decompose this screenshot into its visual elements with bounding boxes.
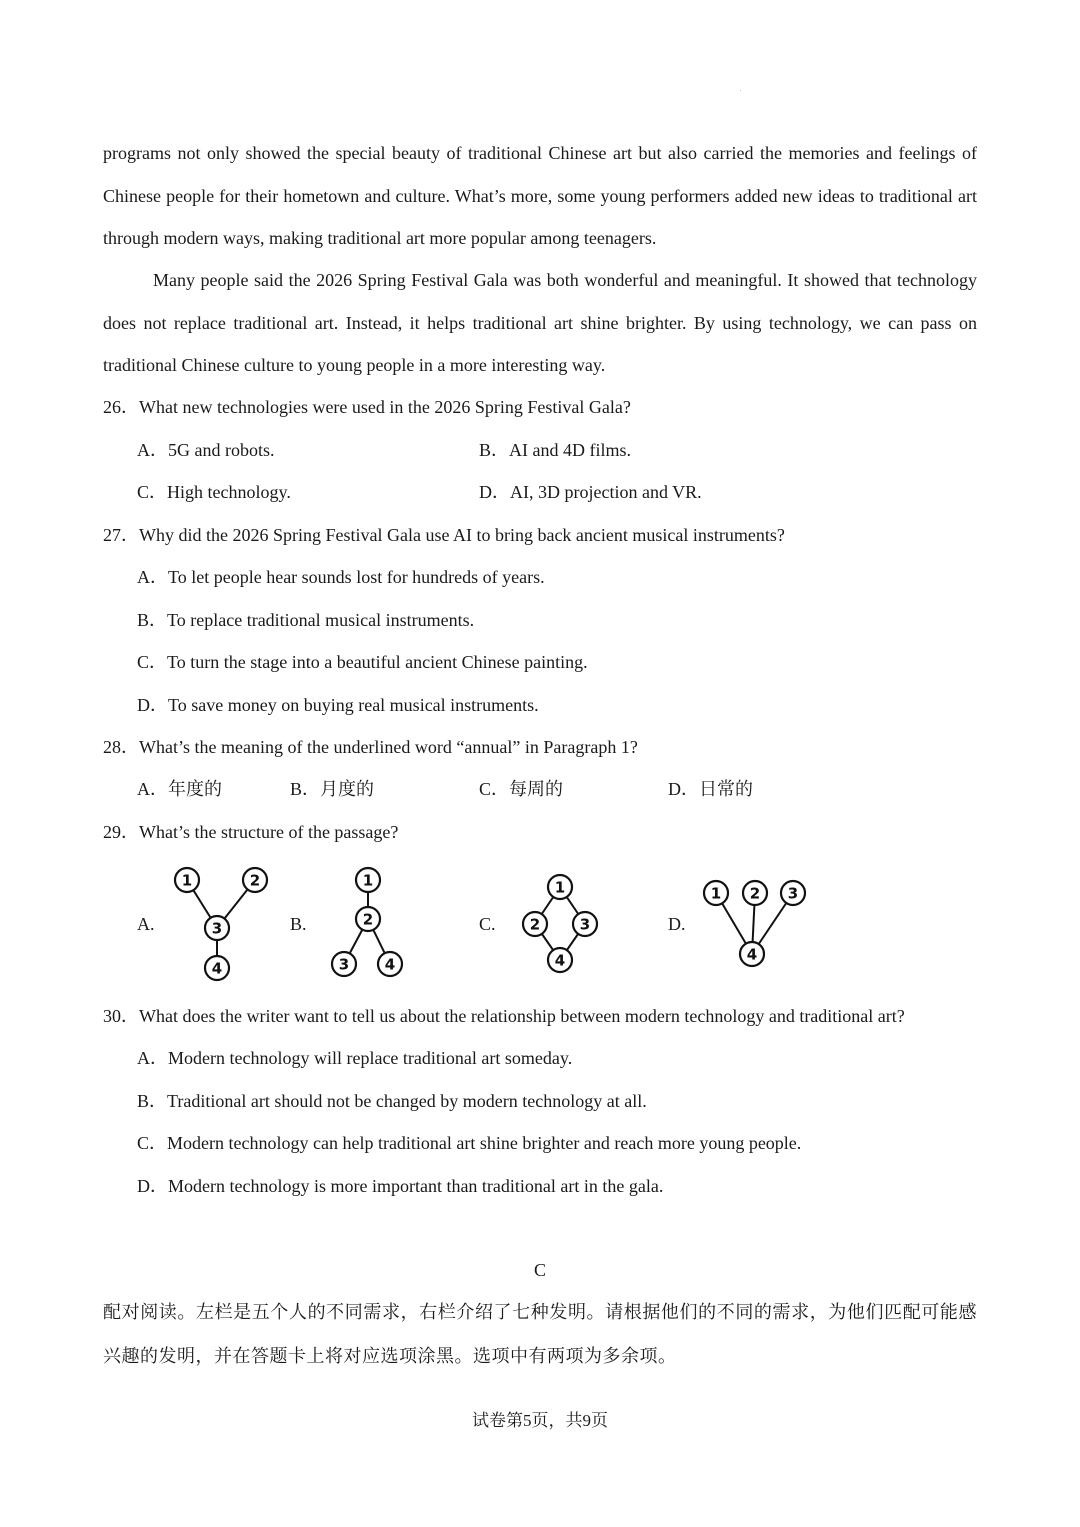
- node-label: 4: [746, 945, 758, 964]
- node-circle: [205, 916, 229, 940]
- q28-option-b[interactable]: B．月度的: [290, 779, 375, 799]
- node-circle: [740, 942, 764, 966]
- node-circle: [548, 948, 572, 972]
- q30-option-b[interactable]: B．Traditional art should not be changed by modern technology at all.: [137, 1091, 647, 1111]
- node-label: 2: [249, 871, 261, 890]
- node-label: 4: [211, 959, 223, 978]
- node-label: 1: [710, 884, 722, 903]
- node-circle: [704, 881, 728, 905]
- q28-option-d[interactable]: D．日常的: [668, 779, 753, 799]
- node-circle: [378, 952, 402, 976]
- node-circle: [243, 868, 267, 892]
- question-27-stem: 27．Why did the 2026 Spring Festival Gala use AI to bring back ancient musical instruments?: [103, 525, 785, 545]
- node-label: 2: [749, 884, 761, 903]
- q27-option-c[interactable]: C．To turn the stage into a beautiful ancient Chinese painting.: [137, 652, 588, 672]
- section-c-instructions: 配对阅读。左栏是五个人的不同需求，右栏介绍了七种发明。请根据他们的不同的需求，为他们匹配可能感兴趣的发明，并在答题卡上将对应选项涂黑。选项中有两项为多余项。: [103, 1302, 977, 1366]
- question-26-stem: 26．What new technologies were used in the 2026 Spring Festival Gala?: [103, 397, 631, 417]
- section-c-heading: C: [533, 1260, 546, 1280]
- node-label: 1: [181, 871, 193, 890]
- q30-option-c[interactable]: C．Modern technology can help traditional art shine brighter and reach more young people.: [137, 1133, 802, 1153]
- node-label: 3: [211, 919, 223, 938]
- node-circle: [781, 881, 805, 905]
- q29-option-c[interactable]: C.: [479, 914, 496, 934]
- node-circle: [523, 912, 547, 936]
- node-circle: [573, 912, 597, 936]
- q27-option-d[interactable]: D．To save money on buying real musical instruments.: [137, 695, 539, 715]
- q27-option-b[interactable]: B．To replace traditional musical instruments.: [137, 610, 475, 630]
- node-label: 1: [362, 871, 374, 890]
- node-label: 4: [384, 955, 396, 974]
- node-label: 3: [338, 955, 350, 974]
- question-29-stem: 29．What’s the structure of the passage?: [103, 822, 399, 842]
- node-circle: [356, 907, 380, 931]
- q30-option-a[interactable]: A．Modern technology will replace traditional art someday.: [137, 1048, 573, 1068]
- page-footer: 试卷第5页，共9页: [472, 1411, 608, 1430]
- node-circle: [356, 868, 380, 892]
- structure-diagram-b: [320, 862, 420, 987]
- node-circle: [175, 868, 199, 892]
- q27-option-a[interactable]: A．To let people hear sounds lost for hundreds of years.: [137, 567, 545, 587]
- node-label: 1: [554, 878, 566, 897]
- node-circle: [743, 881, 767, 905]
- q26-option-d[interactable]: D．AI, 3D projection and VR.: [479, 482, 702, 502]
- q26-option-a[interactable]: A．5G and robots.: [137, 440, 275, 460]
- question-30-stem: 30．What does the writer want to tell us about the relationship between modern technology and traditional art?: [103, 1006, 905, 1026]
- q26-option-c[interactable]: C．High technology.: [137, 482, 291, 502]
- node-label: 2: [529, 915, 541, 934]
- q29-option-d[interactable]: D.: [668, 914, 686, 934]
- node-label: 2: [362, 910, 374, 929]
- q29-option-b[interactable]: B.: [290, 914, 307, 934]
- node-label: 4: [554, 951, 566, 970]
- node-circle: [548, 875, 572, 899]
- node-circle: [205, 956, 229, 980]
- node-label: 3: [787, 884, 799, 903]
- q26-option-b[interactable]: B．AI and 4D films.: [479, 440, 631, 460]
- q28-option-c[interactable]: C．每周的: [479, 779, 564, 799]
- structure-diagram-a: [165, 862, 275, 987]
- question-28-stem: 28．What’s the meaning of the underlined word “annual” in Paragraph 1?: [103, 737, 638, 757]
- structure-diagram-d: [700, 875, 815, 970]
- q28-option-a[interactable]: A．年度的: [137, 779, 222, 799]
- passage-last-paragraph: Many people said the 2026 Spring Festival Gala was both wonderful and meaningful. It showed that technology does not replace traditional art. Instead, it helps traditional art shine brighter. By using technology, we can pass on traditional Chinese culture to young people in a more interesting way.: [103, 270, 977, 375]
- structure-diagram-c: [515, 866, 610, 981]
- q30-option-d[interactable]: D．Modern technology is more important than traditional art in the gala.: [137, 1176, 664, 1196]
- node-circle: [332, 952, 356, 976]
- scan-speck: [740, 90, 741, 91]
- passage-paragraph: programs not only showed the special beauty of traditional Chinese art but also carried the memories and feelings of Chinese people for their hometown and culture. What’s more, some young performers added new ideas to traditional art through modern ways, making traditional art more popular among teenagers.: [103, 143, 977, 248]
- q29-option-a[interactable]: A.: [137, 914, 155, 934]
- node-label: 3: [579, 915, 591, 934]
